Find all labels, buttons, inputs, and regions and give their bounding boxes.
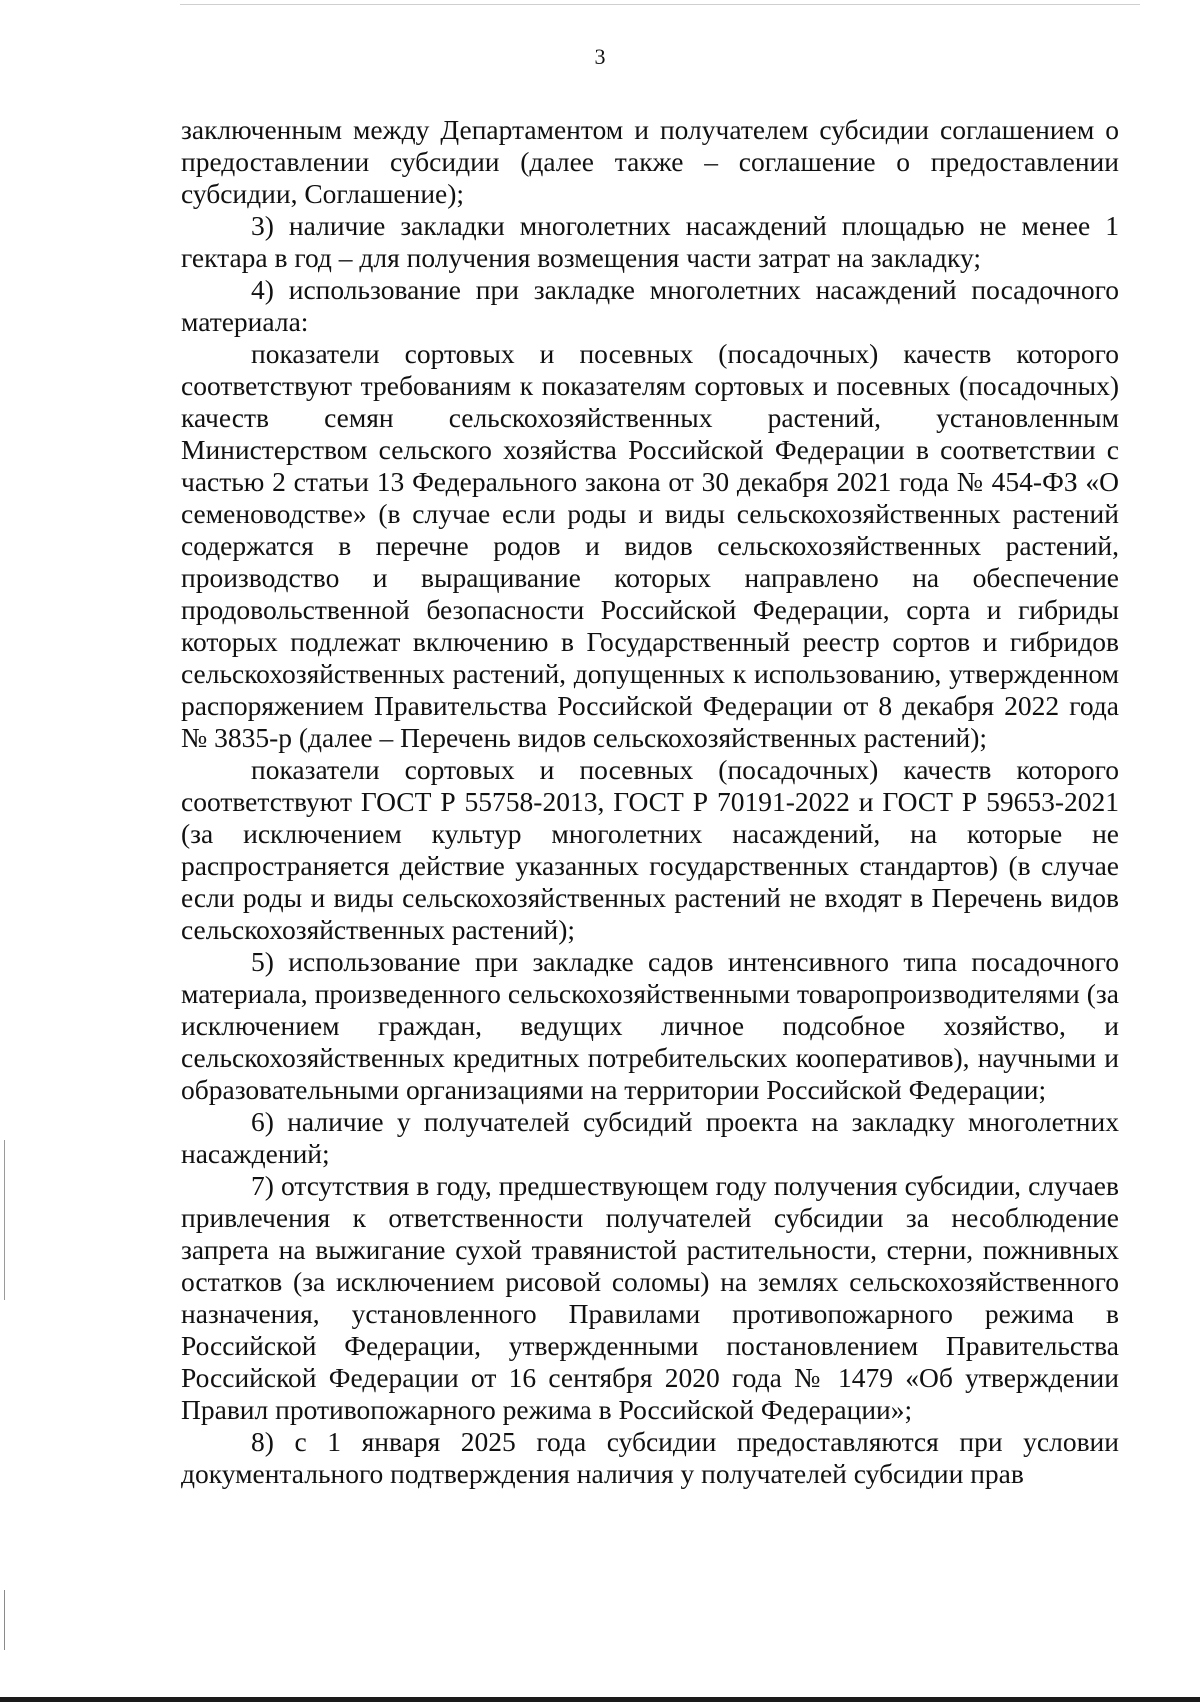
paragraph-item-4-sub-2: показатели сортовых и посевных (посадочных) качеств которого соответствуют ГОСТ Р 55758-2013, ГОСТ Р 70191-2022 и ГОСТ Р 59653-2021 (за исключением культур многолетних насаждений, на которые не распространяется действие указанных государственных стандартов) (в случае если роды и виды сельскохозяйственных растений не входят в Перечень видов сельскохозяйственных растений);: [181, 754, 1119, 945]
paragraph-item-4-sub-1: показатели сортовых и посевных (посадочных) качеств которого соответствуют требованиям к показателям сортовых и посевных (посадочных) качеств семян сельскохозяйственных растений, установленным Министерством сельского хозяйства Российской Федерации в соответствии с частью 2 статьи 13 Федерального закона от 30 декабря 2021 года № 454-ФЗ «О семеноводстве» (в случае если роды и виды сельскохозяйственных растений содержатся в перечне родов и видов сельскохозяйственных растений, производство и выращивание которых направлено на обеспечение продовольственной безопасности Российской Федерации, сорта и гибриды которых подлежат включению в Государственный реестр сортов и гибридов сельскохозяйственных растений, допущенных к использованию, утвержденном распоряжением Правительства Российской Федерации от 8 декабря 2022 года № 3835-р (далее – Перечень видов сельскохозяйственных растений);: [181, 338, 1119, 753]
paragraph-item-8: 8) с 1 января 2025 года субсидии предоставляются при условии документального подтверждения наличия у получателей субсидии прав: [181, 1426, 1119, 1489]
scan-edge-left-lower: [4, 1590, 5, 1650]
scan-edge-left: [4, 1140, 5, 1300]
paragraph-item-7: 7) отсутствия в году, предшествующем году получения субсидии, случаев привлечения к ответственности получателей субсидии за несоблюдение запрета на выжигание сухой травянистой растительности, стерни, пожнивных остатков (за исключением рисовой соломы) на землях сельскохозяйственного назначения, установленного Правилами противопожарного режима в Российской Федерации, утвержденными постановлением Правительства Российской Федерации от 16 сентября 2020 года № 1479 «Об утверждении Правил противопожарного режима в Российской Федерации»;: [181, 1170, 1119, 1425]
paragraph-item-3: 3) наличие закладки многолетних насаждений площадью не менее 1 гектара в год – для получения возмещения части затрат на закладку;: [181, 210, 1119, 273]
paragraph-item-4: 4) использование при закладке многолетних насаждений посадочного материала:: [181, 274, 1119, 337]
paragraph-item-6: 6) наличие у получателей субсидий проекта на закладку многолетних насаждений;: [181, 1106, 1119, 1169]
paragraph-continuation: заключенным между Департаментом и получателем субсидии соглашением о предоставлении субсидии (далее также – соглашение о предоставлении субсидии, Соглашение);: [181, 114, 1119, 209]
paragraph-item-5: 5) использование при закладке садов интенсивного типа посадочного материала, произведенного сельскохозяйственными товаропроизводителями (за исключением граждан, ведущих личное подсобное хозяйство, и сельскохозяйственных кредитных потребительских кооперативов), научными и образовательными организациями на территории Российской Федерации;: [181, 946, 1119, 1105]
scan-edge-bottom: [0, 1697, 1200, 1702]
scan-edge-top: [180, 4, 1140, 5]
page-number: 3: [594, 44, 606, 69]
document-body: [181, 114, 1119, 1490]
